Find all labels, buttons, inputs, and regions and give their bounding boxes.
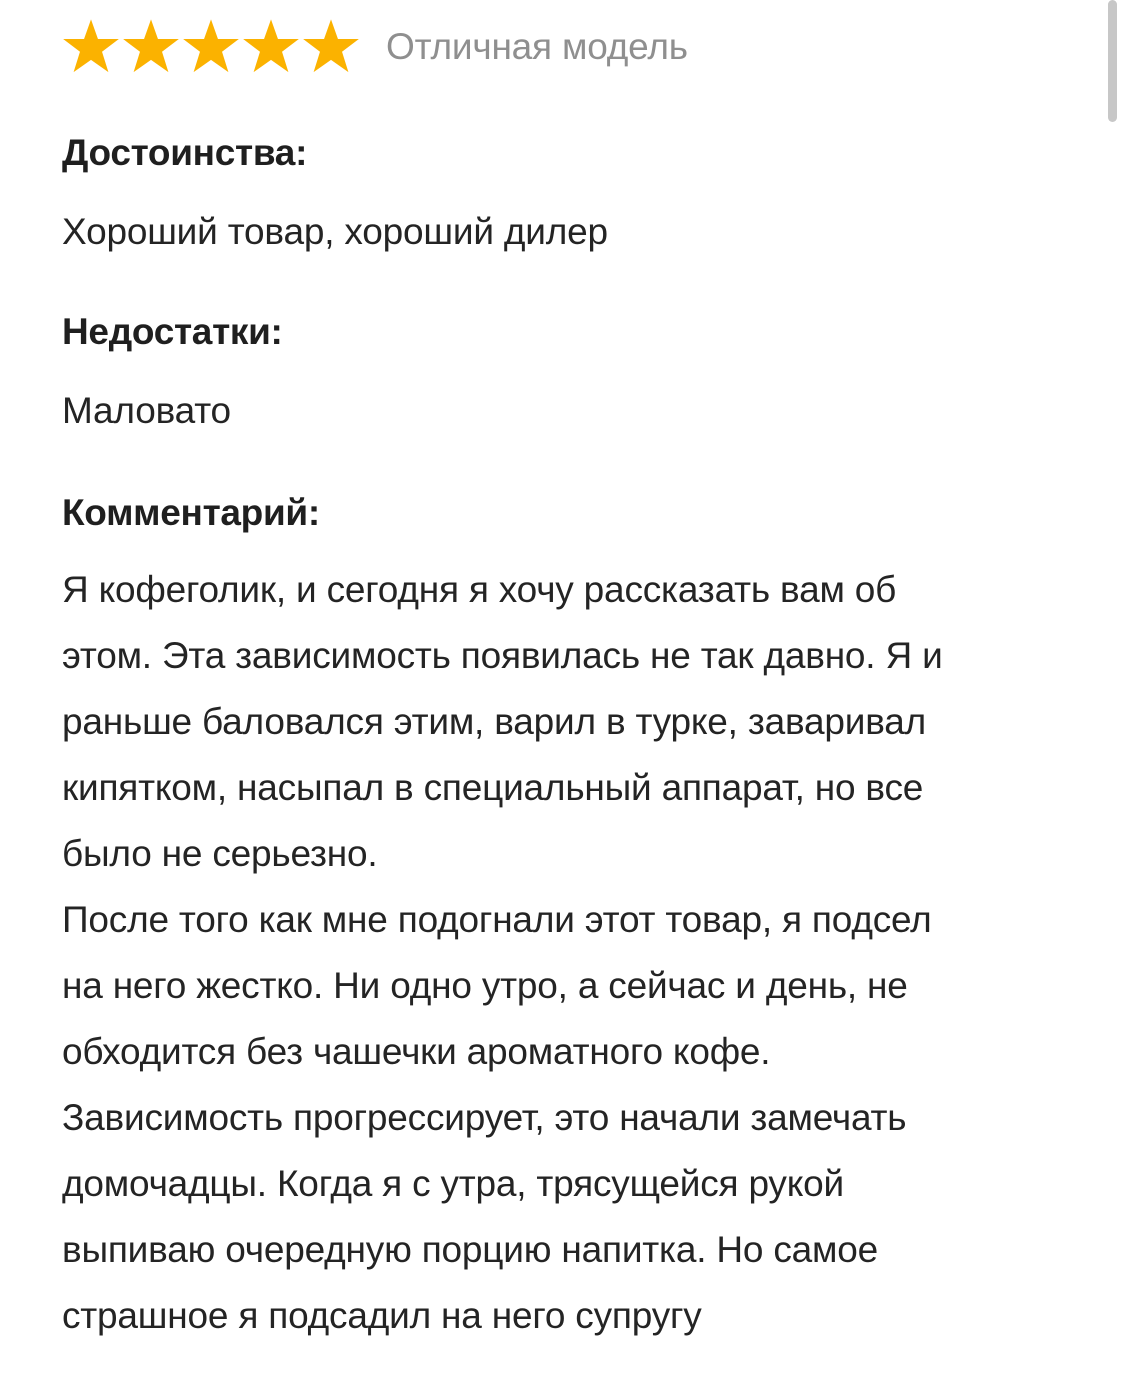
comment-line: было не серьезно. [62,833,378,874]
review-card [62,0,1072,1336]
comment-line: После того как мне подогнали этот товар, я подсел [62,899,932,940]
comment-line: Зависимость прогрессирует, это начали замечать [62,1097,907,1138]
star-rating [62,18,360,74]
comment-text [62,557,1072,1349]
comment-line: раньше баловался этим, варил в турке, заваривал [62,701,927,742]
star-icon [302,18,360,74]
comment-line: на него жестко. Ни одно утро, а сейчас и день, не [62,965,908,1006]
cons-text: Маловато [62,390,231,431]
star-icon [242,18,300,74]
comment-title: Комментарий: [62,492,320,533]
cons-title: Недостатки: [62,311,283,352]
comment-line: обходится без чашечки ароматного кофе. [62,1031,771,1072]
rating-row [62,0,1072,100]
pros-text: Хороший товар, хороший дилер [62,211,608,252]
rating-label: Отличная модель [386,26,688,67]
pros-title: Достоинства: [62,132,308,173]
comment-line: домочадцы. Когда я с утра, трясущейся рукой [62,1163,844,1204]
star-icon [62,18,120,74]
comment-line: выпиваю очередную порцию напитка. Но самое [62,1229,879,1270]
comment-line: этом. Эта зависимость появилась не так давно. Я и [62,635,943,676]
star-icon [122,18,180,74]
comment-line: кипятком, насыпал в специальный аппарат, но все [62,767,924,808]
star-icon [182,18,240,74]
comment-line: страшное я подсадил на него супругу [62,1295,702,1336]
comment-line: Я кофеголик, и сегодня я хочу рассказать вам об [62,569,897,610]
scrollbar[interactable] [1108,0,1117,122]
